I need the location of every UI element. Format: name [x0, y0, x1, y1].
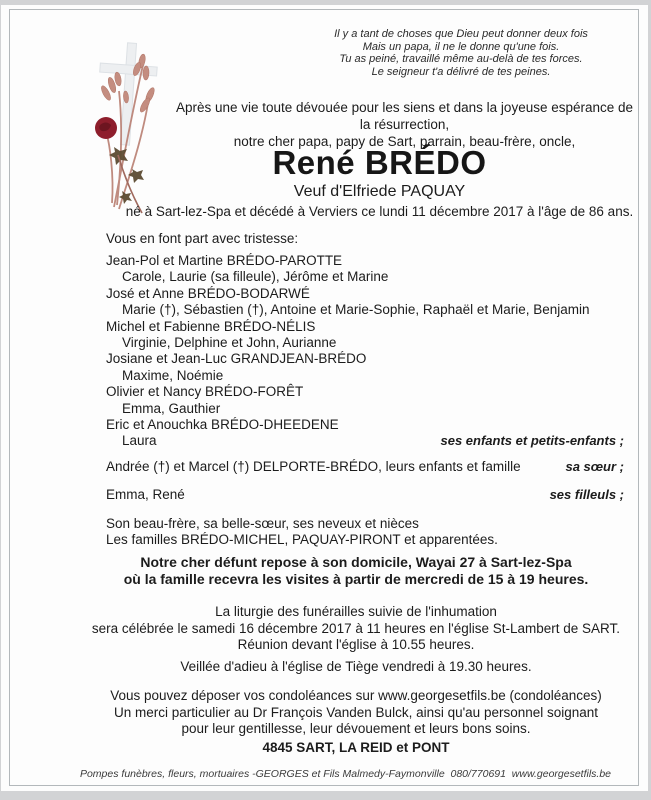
epigraph-line: Tu as peiné, travaillé même au-delà de tes forces.	[339, 53, 583, 66]
family-children: Emma, Gauthier	[122, 400, 221, 416]
deceased-spouse-note: Veuf d'Elfriede PAQUAY	[293, 183, 466, 200]
relative-names: Emma, René	[106, 487, 185, 503]
epigraph-poem	[286, 28, 636, 78]
home-visits-line: où la famille recevra les visites à partir de mercredi de 15 à 19 heures.	[123, 571, 589, 587]
deceased-name: René BRÉDO	[272, 144, 487, 181]
family-children: Maxime, Noémie	[122, 367, 224, 383]
family-names: Olivier et Nancy BRÉDO-FORÊT	[106, 384, 304, 400]
family-row	[106, 384, 624, 400]
deceased-life-note: né à Sart-lez-Spa et décédé à Verviers ce lundi 11 décembre 2017 à l'âge de 86 ans.	[125, 204, 634, 219]
family-row	[106, 433, 624, 449]
relation-annotation: ses filleuls ;	[549, 487, 624, 503]
closing-line: Son beau-frère, sa belle-sœur, ses neveux et nièces	[106, 515, 419, 531]
family-row	[106, 253, 624, 269]
home-visits-line: Notre cher défunt repose à son domicile, Wayai 27 à Sart-lez-Spa	[140, 554, 572, 570]
family-row	[106, 401, 624, 417]
family-row	[106, 286, 624, 302]
funeral-notice	[71, 604, 641, 654]
deceased-header	[121, 144, 638, 220]
home-visits-notice	[71, 554, 641, 588]
intro-line: notre cher papa, papy de Sart, parrain, beau-frère, oncle,	[233, 134, 576, 149]
announcement-line: Vous en font part avec tristesse:	[106, 231, 299, 246]
funeral-line: Réunion devant l'église à 10.55 heures.	[237, 637, 475, 652]
family-names: Jean-Pol et Martine BRÉDO-PAROTTE	[106, 253, 343, 268]
family-row	[106, 335, 624, 351]
condolences-notice	[71, 688, 641, 756]
family-row	[106, 302, 624, 318]
epigraph-line: Le seigneur t'a délivré de tes peines.	[371, 65, 551, 78]
funeral-line: La liturgie des funérailles suivie de l'inhumation	[215, 604, 497, 619]
relative-row	[106, 459, 624, 475]
family-list	[106, 253, 624, 549]
intro-paragraph	[171, 99, 638, 150]
relative-row	[106, 487, 624, 503]
funeral-line: sera célébrée le samedi 16 décembre 2017 à 11 heures en l'église St-Lambert de SART.	[91, 620, 621, 636]
family-row	[106, 269, 624, 285]
family-row	[106, 319, 624, 335]
condolences-line: Vous pouvez déposer vos condoléances sur www.georgesetfils.be (condoléances)	[110, 688, 602, 703]
epigraph-line: Mais un papa, il ne le donne qu'une fois.	[362, 40, 560, 53]
relation-annotation: ses enfants et petits-enfants ;	[440, 433, 624, 449]
obituary-page	[1, 5, 648, 791]
family-children: Marie (†), Sébastien (†), Antoine et Marie-Sophie, Raphaël et Marie, Benjamin	[122, 302, 590, 318]
closing-line: Les familles BRÉDO-MICHEL, PAQUAY-PIRONT et apparentées.	[106, 532, 498, 548]
family-row	[106, 368, 624, 384]
condolences-line: Un merci particulier au Dr François Vanden Bulck, ainsi qu'au personnel soignant	[113, 704, 599, 720]
epigraph-line: Il y a tant de choses que Dieu peut donner deux fois	[334, 28, 588, 40]
family-row	[106, 351, 624, 367]
family-names: Josiane et Jean-Luc GRANDJEAN-BRÉDO	[106, 351, 367, 367]
intro-line: Après une vie toute dévouée pour les siens et dans la joyeuse espérance de la résurrection,	[175, 100, 634, 132]
condolences-line: pour leur gentillesse, leur dévouement et leurs bons soins.	[181, 721, 531, 736]
family-children: Virginie, Delphine et John, Aurianne	[122, 335, 337, 351]
family-names: Michel et Fabienne BRÉDO-NÉLIS	[106, 318, 316, 334]
family-names: José et Anne BRÉDO-BODARWÉ	[106, 285, 310, 301]
funeral-home-footer: Pompes funèbres, fleurs, mortuaires -GEORGES et Fils Malmedy-Faymonville 080/770691 www.georgesetfils.be	[79, 768, 612, 780]
vigil-notice: Veillée d'adieu à l'église de Tiège vendredi à 19.30 heures.	[180, 659, 532, 674]
family-row	[106, 417, 624, 433]
localities-line: 4845 SART, LA REID et PONT	[262, 739, 450, 755]
family-names: Eric et Anouchka BRÉDO-DHEEDENE	[106, 417, 339, 433]
family-children: Laura	[122, 433, 157, 449]
relation-annotation: sa sœur ;	[565, 458, 624, 474]
relative-names: Andrée (†) et Marcel (†) DELPORTE-BRÉDO, leurs enfants et famille	[106, 458, 521, 474]
family-children: Carole, Laurie (sa filleule), Jérôme et Marine	[122, 269, 389, 285]
